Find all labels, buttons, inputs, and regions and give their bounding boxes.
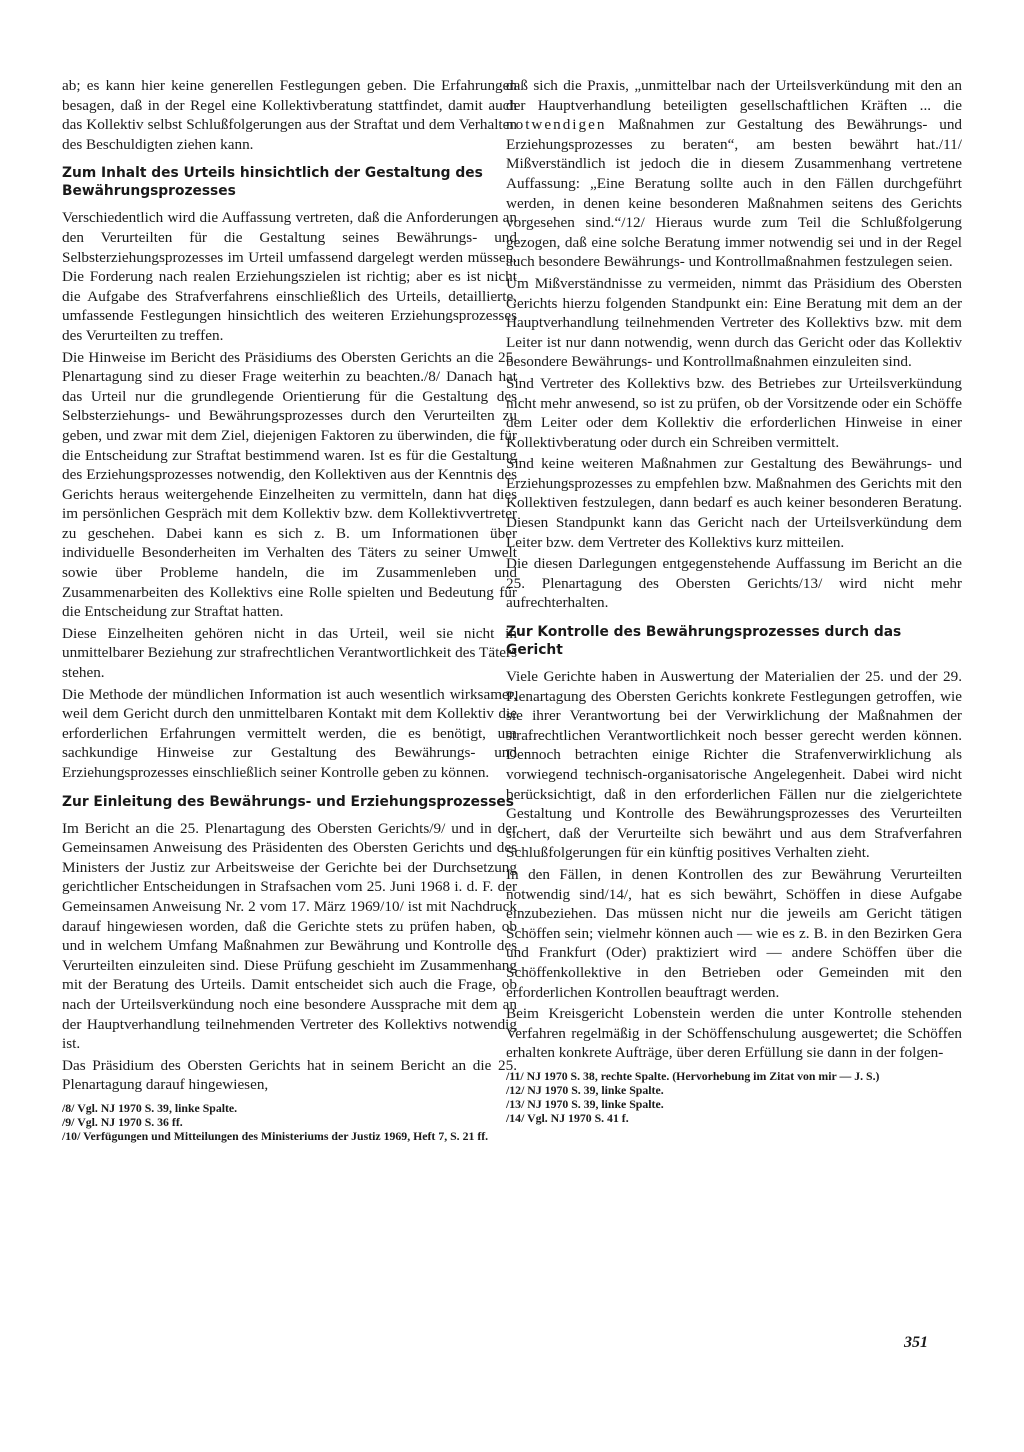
paragraph — [506, 76, 962, 272]
section-heading: Zur Einleitung des Bewährungs- und Erziehungsprozesses — [62, 793, 514, 810]
paragraph: Verschiedentlich wird die Auffassung vertreten, daß die Anforderungen an den Verurteilten für die Gestaltung seines Bewährungs- und Selbsterziehungsprozesses im Urteil umfassend dargelegt werden müssen. Die Forderung nach realen Erziehungszielen ist richtig; aber es ist nicht die Aufgabe des Strafverfahrens einschließlich des Urteils, detaillierte, umfassende Festlegungen hinsichtlich des weiteren Erziehungsprozesses des Verurteilten zu treffen. — [62, 209, 517, 344]
footnote: /10/ Verfügungen und Mitteilungen des Ministeriums der Justiz 1969, Heft 7, S. 21 ff. — [62, 1128, 489, 1143]
footnote: /12/ NJ 1970 S. 39, linke Spalte. — [506, 1082, 664, 1097]
footnotes — [506, 1069, 962, 1125]
right-column — [506, 76, 962, 1125]
section-heading: Zur Kontrolle des Bewährungsprozesses durch das Gericht — [506, 624, 902, 659]
emphasized-text: notwendigen — [506, 116, 607, 134]
paragraph: Das Präsidium des Obersten Gerichts hat in seinem Bericht an die 25. Plenartagung darauf hingewiesen, — [62, 1056, 517, 1094]
section-heading: Zum Inhalt des Urteils hinsichtlich der Gestaltung des Bewährungsprozesses — [62, 165, 483, 200]
paragraph-text: daß sich die Praxis, „unmittelbar nach der Urteilsverkündung mit den an der Hauptverhandlung beteiligten gesellschaftlichen Kräften ... die — [506, 77, 962, 114]
footnote: /9/ Vgl. NJ 1970 S. 36 ff. — [62, 1114, 183, 1129]
paragraph: Die Methode der mündlichen Information ist auch wesentlich wirksamer, weil dem Gericht durch den unmittelbaren Kontakt mit dem Kollektiv die erforderlichen Erfahrungen vermittelt werden, die es benötigt, um sachkundige Hinweise zur Gestaltung des Bewährungs- und Erziehungsprozesses einschließlich seiner Kontrolle geben zu können. — [62, 685, 517, 781]
paragraph: Sind keine weiteren Maßnahmen zur Gestaltung des Bewährungs- und Erziehungsprozesses zu empfehlen bzw. Maßnahmen des Gerichts mit den Kollektiven festzulegen, dann bedarf es auch keiner besonderen Beratung. Diesen Standpunkt kann das Gericht nach der Urteilsverkündung dem Leiter bzw. dem Vertreter des Kollektivs kurz mitteilen. — [506, 455, 962, 551]
paragraph: Die Hinweise im Bericht des Präsidiums des Obersten Gerichts an die 25. Plenartagung sind zu dieser Frage weiterhin zu beachten./8/ Danach hat das Urteil nur die grundlegende Orientierung für die Gestaltung des Selbsterziehungs- und Bewährungsprozesses durch den Verurteilten zu geben, und zwar mit dem Ziel, diejenigen Faktoren zu überwinden, die für die Entscheidung zur Straftat bestimmend waren. Ist es für die Gestaltung des Erziehungsprozesses notwendig, den Kollektiven aus der Kenntnis des Gerichts heraus weitergehende Einzelheiten zu vermitteln, dann hat dies im persönlichen Gespräch mit dem Kollektiv bzw. dem Kollektivvertreter zu geschehen. Dabei kann es sich z. B. um Informationen über individuelle Besonderheiten im Verhalten des Täters zu seiner Umwelt sowie über Probleme handeln, die im Zusammenleben und Zusammenarbeiten des Kollektivs eine Rolle spielten und Bedeutung für die Entscheidung zur Straftat hatten. — [62, 348, 517, 621]
paragraph: Um Mißverständnisse zu vermeiden, nimmt das Präsidium des Obersten Gerichts hierzu folgenden Standpunkt ein: Eine Beratung mit dem an der Hauptverhandlung teilnehmenden Vertreter des Kollektivs bzw. mit dem Leiter ist nur dann notwendig, wenn durch das Gericht oder das Kollektiv besondere Bewährungs- und Kontrollmaßnahmen einzuleiten sind. — [506, 274, 962, 371]
paragraph: Im Bericht an die 25. Plenartagung des Obersten Gerichts/9/ und in der Gemeinsamen Anweisung des Präsidenten des Obersten Gerichts und des Ministers der Justiz zur Arbeitsweise der Gerichte bei der Durchsetzung gerichtlicher Entscheidungen in Strafsachen vom 25. Juni 1968 i. d. F. der Gemeinsamen Anweisung Nr. 2 vom 17. März 1969/10/ ist mit Nachdruck darauf hingewiesen worden, daß die Gerichte stets zu prüfen haben, ob und in welchem Umfang Maßnahmen zur Bewährung und Kontrolle des Verurteilten einzuleiten sind. Diese Prüfung geschieht im Zusammenhang mit der Beratung des Urteils. Damit entscheidet sich auch die Frage, ob nach der Urteilsverkündung noch eine besondere Aussprache mit dem an der Hauptverhandlung teilnehmenden Vertreter des Kollektivs notwendig ist. — [62, 819, 517, 1053]
footnote: /14/ Vgl. NJ 1970 S. 41 f. — [506, 1110, 629, 1125]
left-column — [62, 76, 517, 1143]
paragraph: Sind Vertreter des Kollektivs bzw. des Betriebes zur Urteilsverkündung nicht mehr anwesend, so ist zu prüfen, ob der Vorsitzende oder ein Schöffe dem Leiter oder dem Kollektiv die erforderlichen Hinweise in einer Kollektivberatung oder durch ein Schreiben vermittelt. — [506, 374, 962, 451]
page-number: 351 — [904, 1334, 928, 1351]
paragraph: Beim Kreisgericht Lobenstein werden die unter Kontrolle stehenden Verfahren regelmäßig in der Schöffenschulung ausgewertet; die Schöffen erhalten konkrete Aufträge, über deren Erfüllung sie dann in der folgen- — [506, 1005, 962, 1062]
paragraph: Diese Einzelheiten gehören nicht in das Urteil, weil sie nicht in unmittelbarer Beziehung zur strafrechtlichen Verantwortlichkeit des Täters stehen. — [62, 624, 517, 682]
paragraph-text: Maßnahmen zur Gestaltung des Bewährungs- und Erziehungsprozesses zu beraten“, am besten bewährt hat./11/ Mißverständlich ist jedoch die in diesem Zusammenhang vertretene Auffassung: „Eine Beratung sollte auch in den Fällen durchgeführt werden, in denen keine besonderen Maßnahmen seitens des Gerichts vorgesehen sind.“/12/ Hieraus wurde zum Teil die Schlußfolgerung gezogen, daß eine solche Beratung immer notwendig sei und in der Regel auch besondere Bewährungs- und Kontrollmaßnahmen festzulegen seien. — [506, 116, 963, 271]
footnotes — [62, 1101, 517, 1143]
footnote: /8/ Vgl. NJ 1970 S. 39, linke Spalte. — [62, 1100, 238, 1115]
paragraph: Viele Gerichte haben in Auswertung der Materialien der 25. und der 29. Plenartagung des Obersten Gerichts konkrete Festlegungen getroffen, wie sie ihrer Verantwortung bei der Verwirklichung der Maßnahmen der strafrechtlichen Verantwortlichkeit noch besser gerecht werden können. Dennoch betrachten einige Richter die Strafenverwirklichung als vorwiegend technisch-organisatorische Angelegenheit. Dabei wird nicht berücksichtigt, daß in den erforderlichen Fällen nur die zielgerichtete Gestaltung und Kontrolle des Bewährungsprozesses des Verurteilten sichert, daß der Verurteilte sich bewährt und aus dem Strafverfahren Schlußfolgerungen für ein künftig positives Verhalten zieht. — [506, 668, 962, 862]
paragraph: ab; es kann hier keine generellen Festlegungen geben. Die Erfahrungen besagen, daß in der Regel eine Kollektivberatung stattfindet, damit auch das Kollektiv selbst Schlußfolgerungen aus der Straftat und dem Verhalten des Beschuldigten ziehen kann. — [62, 77, 517, 153]
paragraph: Die diesen Darlegungen entgegenstehende Auffassung im Bericht an die 25. Plenartagung des Obersten Gerichts/13/ wird nicht mehr aufrechterhalten. — [506, 555, 962, 612]
paragraph: In den Fällen, in denen Kontrollen des zur Bewährung Verurteilten notwendig sind/14/, hat es sich bewährt, Schöffen in diese Aufgabe einzubeziehen. Das müssen nicht nur die jeweils am Gericht tätigen Schöffen sein; vielmehr können auch — wie es z. B. in den Bezirken Gera und Frankfurt (Oder) praktiziert wird — andere Schöffen über die Schöffenkollektive in den Betrieben oder Gemeinden mit den erforderlichen Kontrollen beauftragt werden. — [506, 865, 962, 1001]
footnote: /11/ NJ 1970 S. 38, rechte Spalte. (Hervorhebung im Zitat von mir — J. S.) — [506, 1068, 880, 1083]
footnote: /13/ NJ 1970 S. 39, linke Spalte. — [506, 1096, 664, 1111]
